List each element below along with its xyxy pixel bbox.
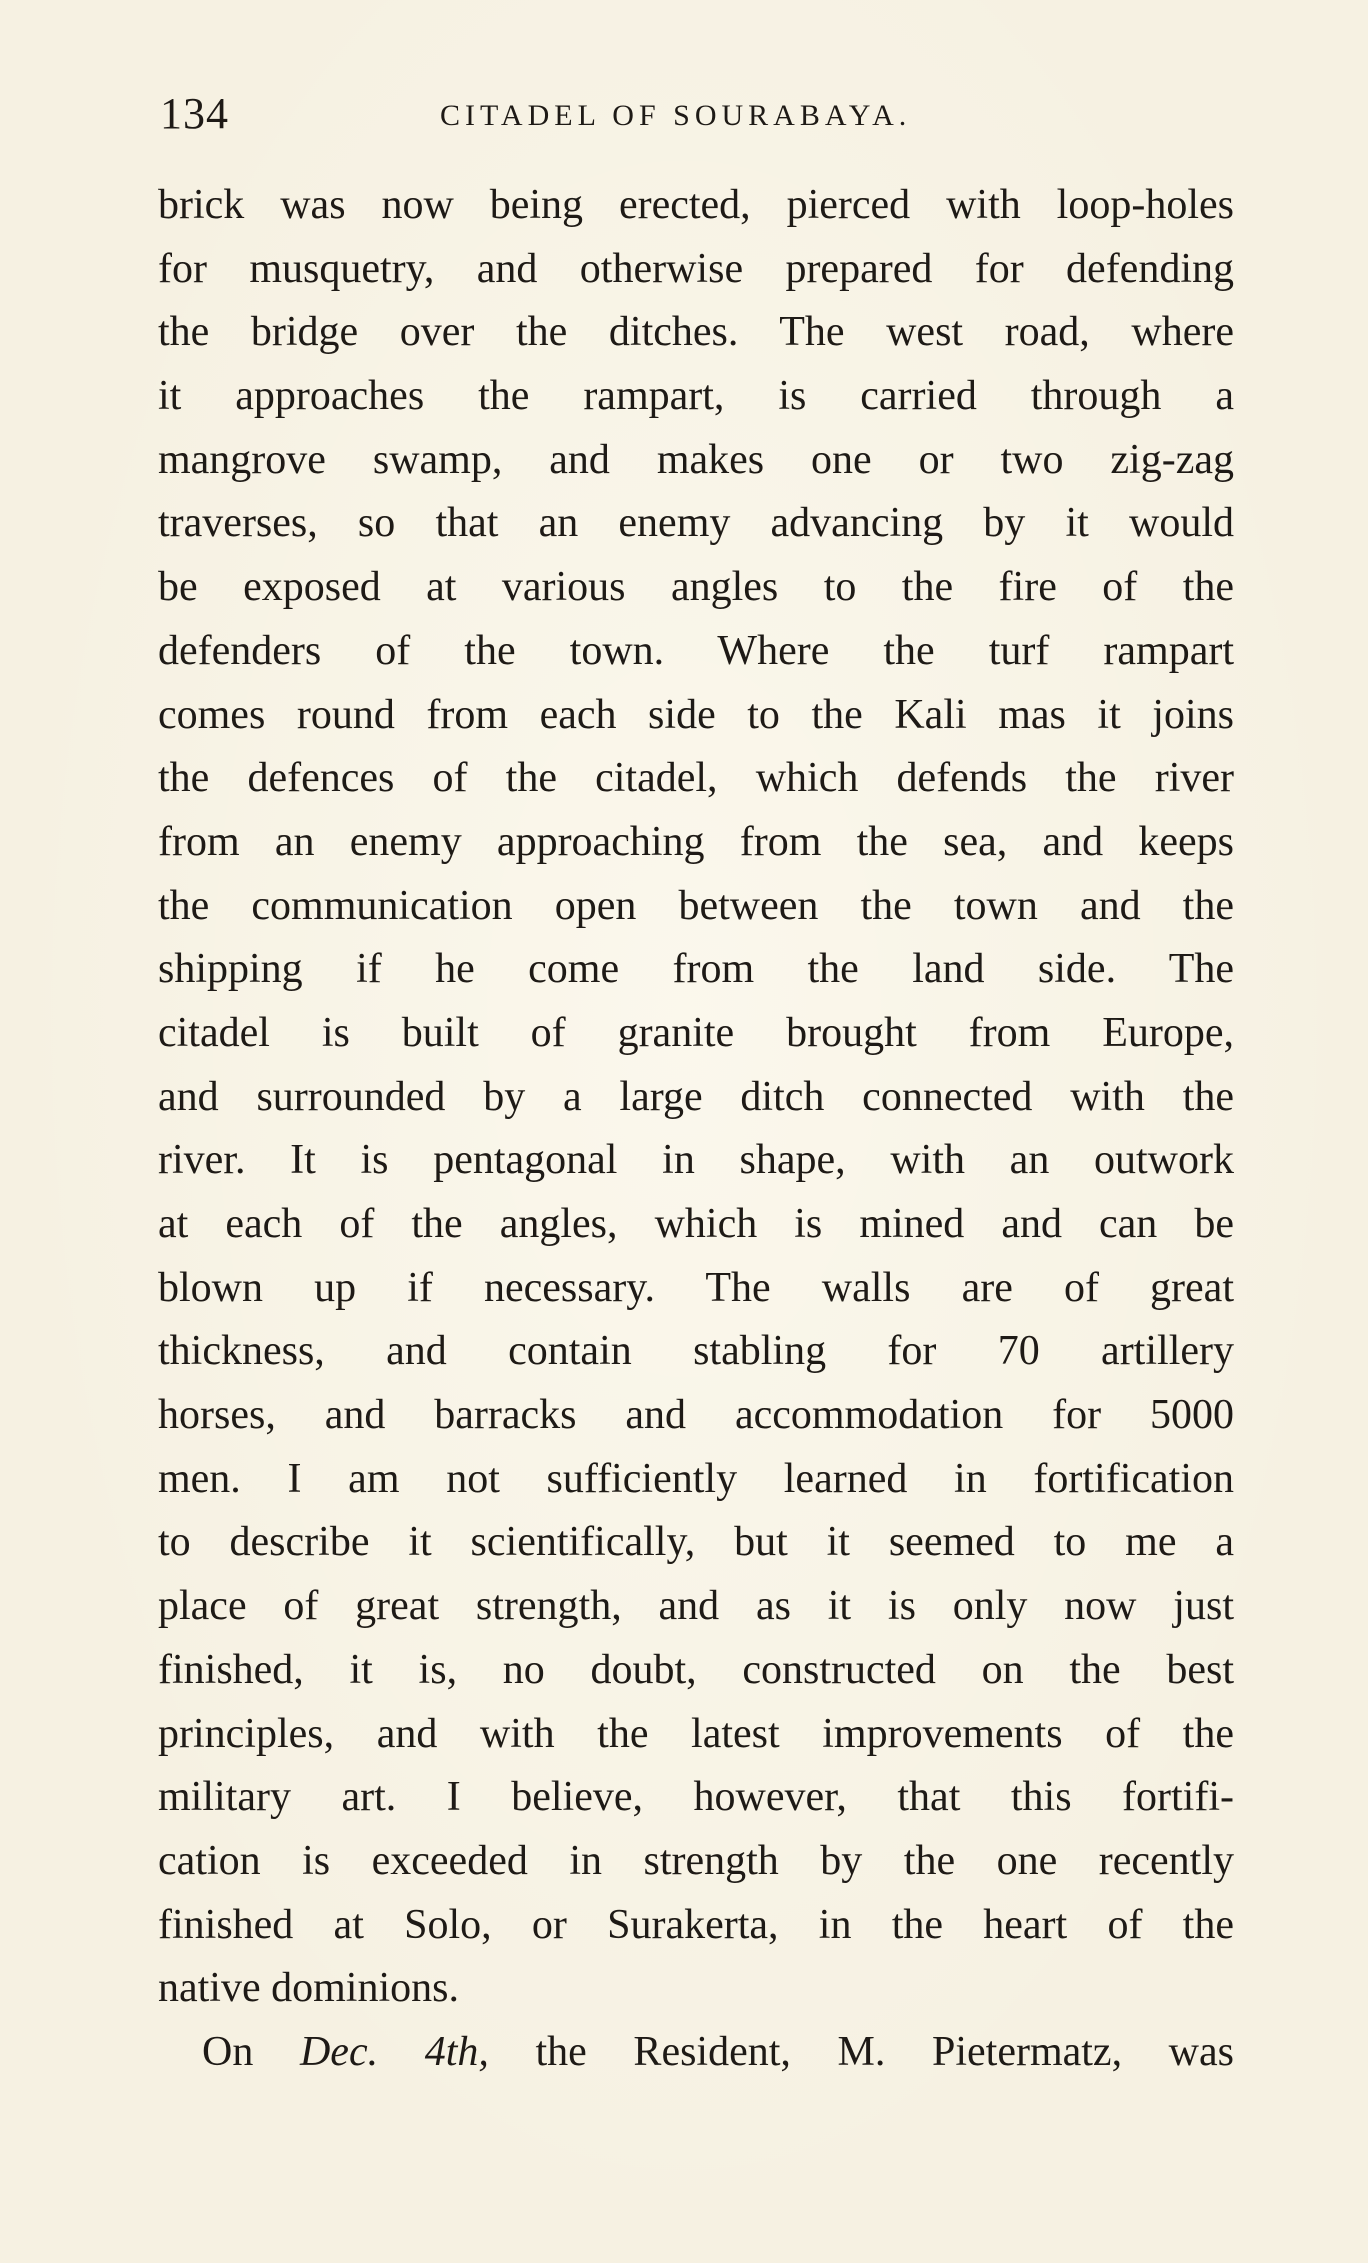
- text-line: traverses, so that an enemy advancing by it would: [158, 500, 1234, 547]
- text-line: river. It is pentagonal in shape, with an outwork: [158, 1137, 1234, 1184]
- text-line: citadel is built of granite brought from Europe,: [158, 1009, 1234, 1056]
- text-line: men. I am not sufficiently learned in fortification: [158, 1455, 1234, 1502]
- text-line: it approaches the rampart, is carried through a: [158, 373, 1234, 420]
- text-line: military art. I believe, however, that this fortifi-: [158, 1774, 1234, 1821]
- text-line: at each of the angles, which is mined and can be: [158, 1201, 1234, 1247]
- body-text: [158, 174, 1234, 2085]
- paragraph-end-line: native dominions.: [158, 1965, 459, 2012]
- text-line: blown up if necessary. The walls are of great: [158, 1264, 1234, 1311]
- text-line: finished, it is, no doubt, constructed on the best: [158, 1646, 1234, 1693]
- page-header: [160, 84, 1240, 144]
- running-head: CITADEL OF SOURABAYA.: [440, 99, 912, 132]
- text-line: shipping if he come from the land side. The: [158, 946, 1234, 993]
- text-line: defenders of the town. Where the turf rampart: [158, 627, 1234, 674]
- italic-date: Dec. 4th,: [299, 2028, 489, 2075]
- text-line: place of great strength, and as it is only now just: [158, 1583, 1234, 1630]
- text-line: to describe it scientifically, but it seemed to me a: [158, 1519, 1234, 1566]
- text-line: the bridge over the ditches. The west road, where: [158, 309, 1234, 356]
- text-line: thickness, and contain stabling for 70 artillery: [158, 1328, 1234, 1375]
- text-line: comes round from each side to the Kali mas it joins: [158, 691, 1234, 738]
- text-line: mangrove swamp, and makes one or two zig-zag: [158, 436, 1234, 483]
- text-line: finished at Solo, or Surakerta, in the heart of the: [158, 1901, 1234, 1948]
- text-line: from an enemy approaching from the sea, and keeps: [158, 818, 1234, 865]
- text-line: the communication open between the town and the: [158, 882, 1234, 929]
- text-line: horses, and barracks and accommodation for 5000: [158, 1392, 1234, 1439]
- text-line: be exposed at various angles to the fire of the: [158, 564, 1234, 611]
- text-line: principles, and with the latest improvements of the: [158, 1710, 1234, 1757]
- paragraph-start-line: [158, 2021, 1234, 2085]
- text-line: cation is exceeded in strength by the one recently: [158, 1837, 1234, 1884]
- text-line: and surrounded by a large ditch connected with the: [158, 1073, 1234, 1120]
- line-end-text: the Resident, M. Pietermatz, was: [535, 2028, 1235, 2075]
- text-line: brick was now being erected, pierced with loop-holes: [158, 182, 1234, 228]
- page-number: 134: [160, 89, 229, 138]
- line-start-text: On: [202, 2028, 254, 2075]
- text-line: the defences of the citadel, which defends the river: [158, 755, 1234, 802]
- text-line: for musquetry, and otherwise prepared for defending: [158, 245, 1234, 292]
